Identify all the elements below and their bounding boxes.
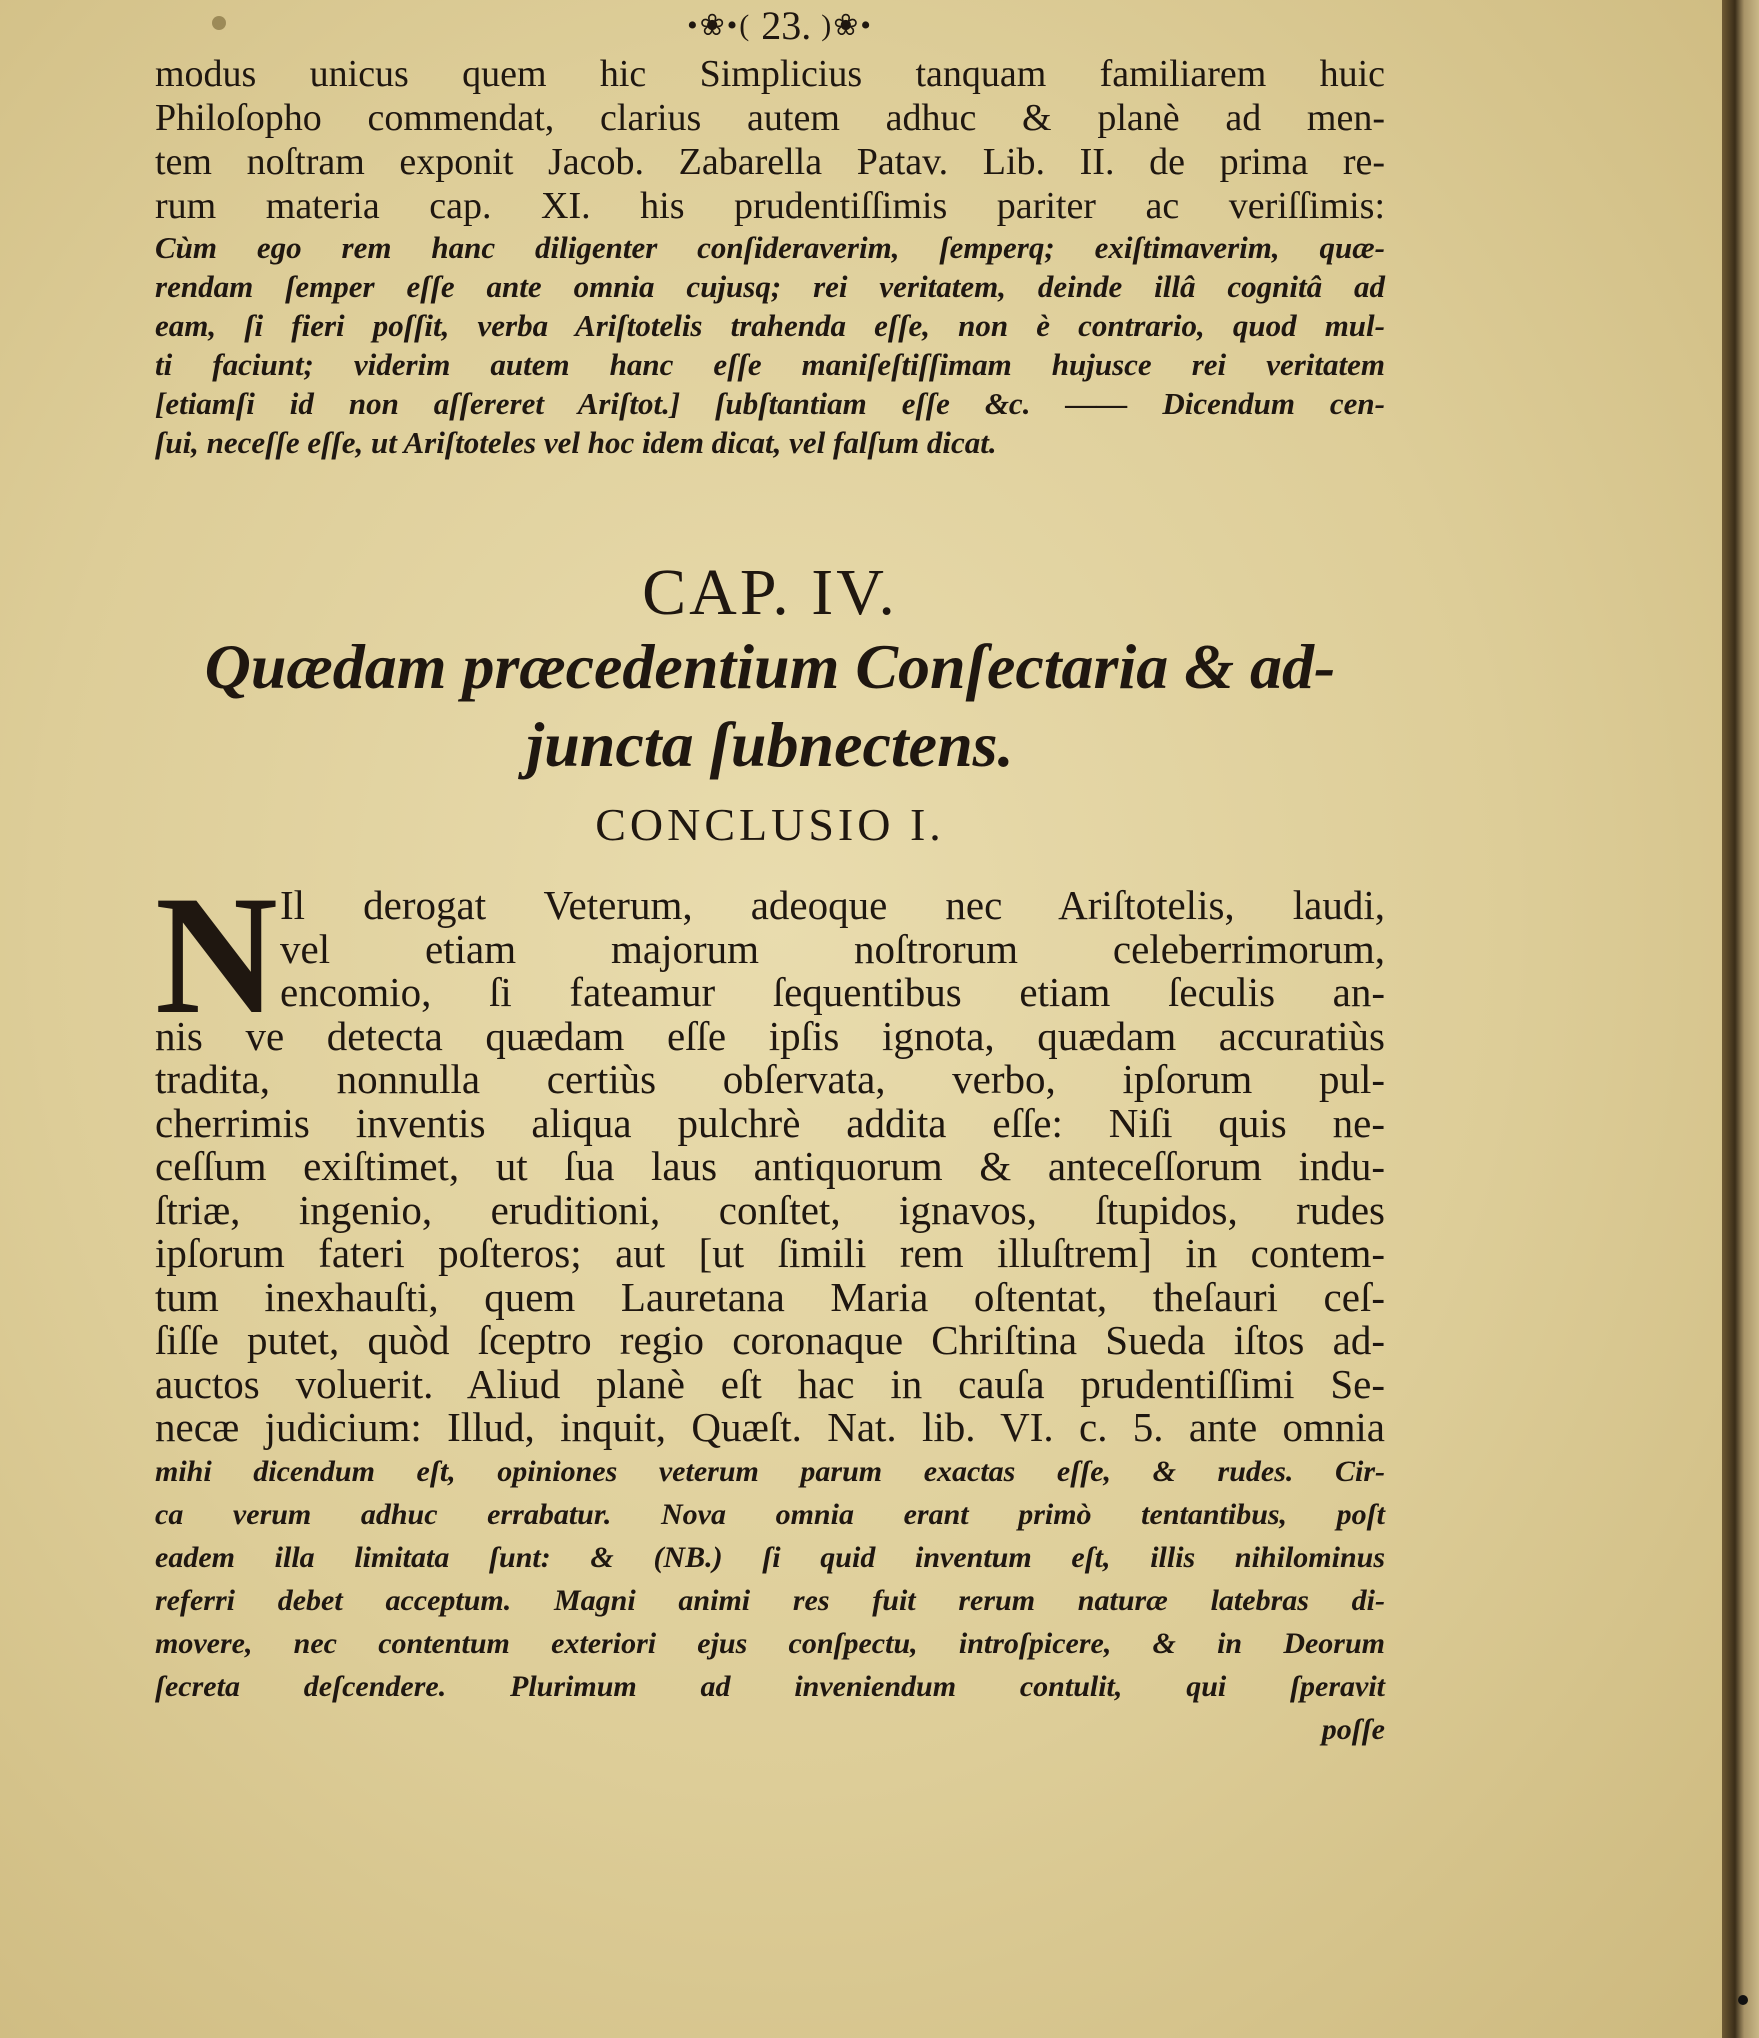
text-line: encomio, ſi fateamur ſequentibus etiam ſeculis an- xyxy=(280,969,1385,1015)
text-line: cherrimis inventis aliqua pulchrè addita eſſe: Niſi quis ne- xyxy=(155,1099,1385,1146)
text-line: auctos voluerit. Aliud planè eſt hac in cauſa prudentiſſimi Se- xyxy=(155,1360,1385,1407)
text-line: rum materia cap. XI. his prudentiſſimis pariter ac veriſſimis: xyxy=(155,185,1385,227)
text-line: tradita, nonnulla certiùs obſervata, verbo, ipſorum pul- xyxy=(155,1056,1385,1102)
quote-line: ca verum adhuc errabatur. Nova omnia erant primò tentantibus, poſt xyxy=(155,1497,1385,1531)
chapter-subtitle-line: juncta ſubnectens. xyxy=(526,709,1014,780)
quote-line: eam, ſi fieri poſſit, verba Ariſtotelis trahenda eſſe, non è contrario, quod mul- xyxy=(155,308,1385,343)
quote-line: referri debet acceptum. Magni animi res fuit rerum naturæ latebras di- xyxy=(155,1583,1385,1617)
page-header xyxy=(600,4,960,48)
quote-line: ti faciunt; viderim autem hanc eſſe maniſeſtiſſimam hujusce rei veritatem xyxy=(155,347,1385,382)
text-line: ſiſſe putet, quòd ſceptro regio coronaque Chriſtina Sueda iſtos ad- xyxy=(155,1317,1385,1363)
chapter-heading: CAP. IV. xyxy=(642,556,898,629)
text-line: Il derogat Veterum, adeoque nec Ariſtotelis, laudi, xyxy=(280,882,1385,928)
quote-line: [etiamſi id non aſſereret Ariſtot.] ſubſtantiam eſſe &c. —— Dicendum cen- xyxy=(155,386,1385,421)
text-line: tem noſtram exponit Jacob. Zabarella Patav. Lib. II. de prima re- xyxy=(155,141,1385,183)
conclusio-heading: CONCLUSIO I. xyxy=(595,799,945,850)
text-line: ſtriæ, ingenio, eruditioni, conſtet, ignavos, ſtupidos, rudes xyxy=(155,1186,1385,1233)
body-passage xyxy=(155,884,1385,1751)
text-line: ceſſum exiſtimet, ut ſua laus antiquorum & anteceſſorum indu- xyxy=(155,1143,1385,1189)
catchword: poſſe xyxy=(1321,1712,1385,1746)
quote-line: eadem illa limitata ſunt: & (NB.) ſi quid inventum eſt, illis nihilominus xyxy=(155,1540,1385,1574)
text-line: vel etiam majorum noſtrorum celeberrimorum, xyxy=(280,925,1385,972)
quote-line: Cùm ego rem hanc diligenter conſideraverim, ſemperq; exiſtimaverim, quæ- xyxy=(155,230,1385,265)
drop-cap: N xyxy=(155,861,278,1049)
quote-line: ſecreta deſcendere. Plurimum ad inveniendum contulit, qui ſperavit xyxy=(155,1669,1385,1703)
ornament-left: •❀•( xyxy=(687,9,752,42)
binding-mark xyxy=(1738,1995,1748,2005)
book-spine xyxy=(1722,0,1759,2038)
text-line: modus unicus quem hic Simplicius tanquam familiarem huic xyxy=(155,53,1385,95)
text-line: nis ve detecta quædam eſſe ipſis ignota, quædam accuratiùs xyxy=(155,1012,1385,1059)
text-line: Philoſopho commendat, clarius autem adhuc & planè ad men- xyxy=(155,97,1385,139)
text-line: tum inexhauſti, quem Lauretana Maria oſtentat, theſauri ceſ- xyxy=(155,1273,1385,1320)
ornament-right: )❀• xyxy=(821,9,873,42)
ink-spot xyxy=(212,16,226,30)
chapter-subtitle-line: Quædam præcedentium Conſectaria & ad- xyxy=(204,631,1336,702)
text-line: ipſorum fateri poſteros; aut [ut ſimili rem illuſtrem] in contem- xyxy=(155,1230,1385,1276)
text-line: necæ judicium: Illud, inquit, Quæſt. Nat. lib. VI. c. 5. ante omnia xyxy=(155,1404,1385,1450)
page-number: 23. xyxy=(761,3,812,48)
quote-line: rendam ſemper eſſe ante omnia cujusq; rei veritatem, deinde illâ cognitâ ad xyxy=(155,269,1385,304)
top-passage xyxy=(155,52,1385,462)
quote-line: movere, nec contentum exteriori ejus conſpectu, introſpicere, & in Deorum xyxy=(155,1626,1385,1660)
quote-line: ſui, neceſſe eſſe, ut Ariſtoteles vel hoc idem dicat, vel falſum dicat. xyxy=(155,425,997,460)
chapter-subtitle xyxy=(155,628,1385,784)
quote-line: mihi dicendum eſt, opiniones veterum parum exactas eſſe, & rudes. Cir- xyxy=(155,1454,1385,1488)
